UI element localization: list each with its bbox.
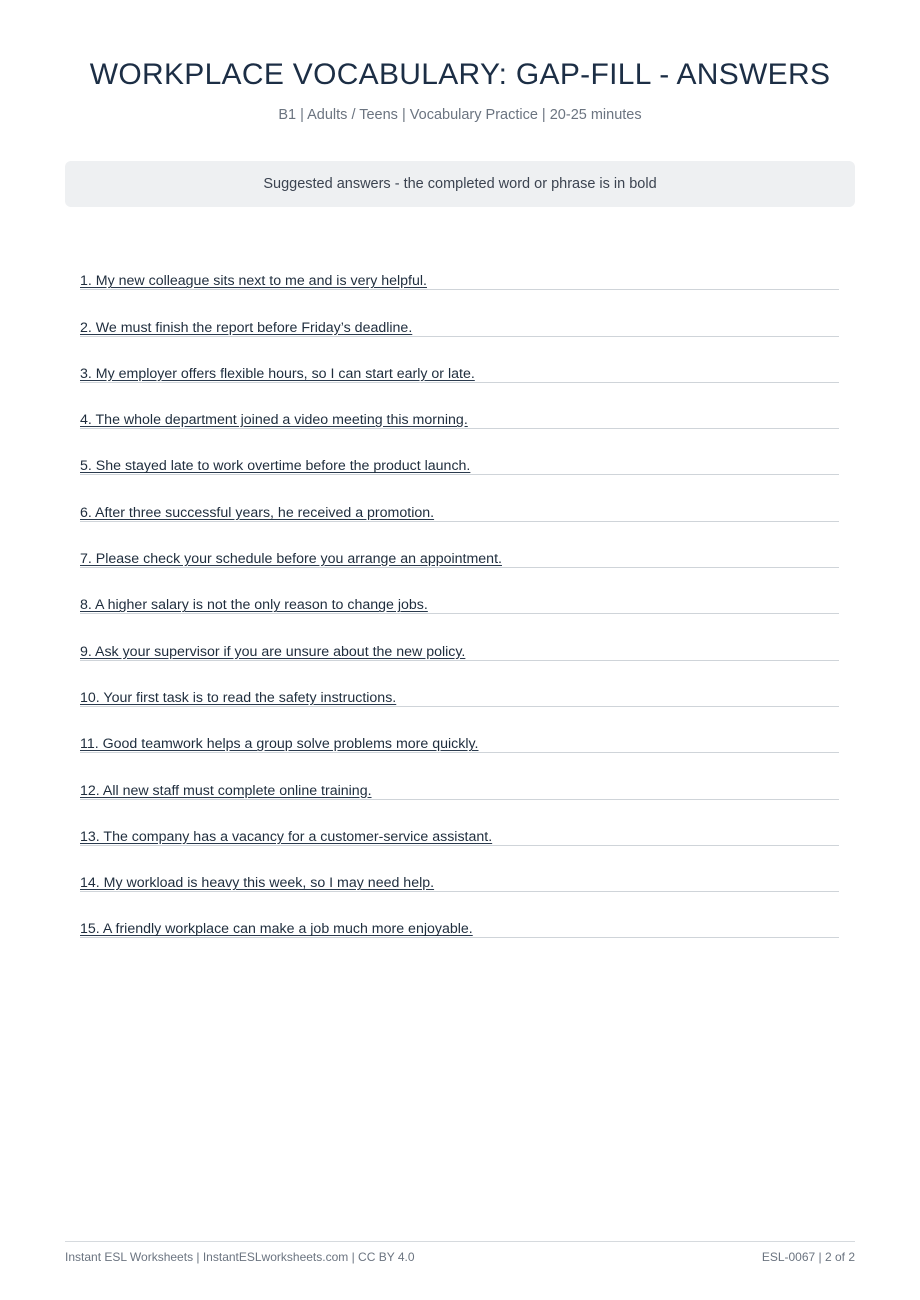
answer-item [80, 475, 839, 521]
answer-item [80, 753, 839, 799]
answer-item [80, 290, 839, 336]
answer-text: 11. Good teamwork helps a group solve problems more quickly. [80, 736, 479, 753]
answer-item [80, 244, 839, 290]
answer-text: 7. Please check your schedule before you arrange an appointment. [80, 551, 502, 568]
footer-divider [65, 1241, 855, 1242]
answer-text: 12. All new staff must complete online training. [80, 782, 372, 799]
answer-item [80, 337, 839, 383]
answer-item [80, 429, 839, 475]
answer-text: 15. A friendly workplace can make a job much more enjoyable. [80, 921, 473, 938]
instructions-banner-text: Suggested answers - the completed word or phrase is in bold [263, 176, 657, 192]
footer-credits: Instant ESL Worksheets | InstantESLworksheets.com | CC BY 4.0 [65, 1250, 415, 1264]
answer-item [80, 846, 839, 892]
answer-item [80, 892, 839, 938]
answer-text: 6. After three successful years, he received a promotion. [80, 504, 435, 521]
answer-text: 4. The whole department joined a video meeting this morning. [80, 412, 468, 429]
instructions-banner [65, 161, 855, 207]
answer-text: 10. Your first task is to read the safety instructions. [80, 689, 397, 706]
answer-text: 5. She stayed late to work overtime before the product launch. [80, 458, 471, 475]
answer-text: 13. The company has a vacancy for a customer-service assistant. [80, 828, 493, 845]
answer-list [80, 244, 839, 938]
answer-text: 9. Ask your supervisor if you are unsure about the new policy. [80, 643, 466, 660]
answer-text: 8. A higher salary is not the only reason to change jobs. [80, 597, 428, 614]
answer-item [80, 800, 839, 846]
answer-text: 2. We must finish the report before Friday’s deadline. [80, 319, 413, 336]
answer-item [80, 707, 839, 753]
page-title: WORKPLACE VOCABULARY: GAP-FILL - ANSWERS [89, 58, 831, 91]
answer-item [80, 568, 839, 614]
answer-item [80, 661, 839, 707]
footer-page-number: ESL-0067 | 2 of 2 [761, 1250, 855, 1264]
answer-item [80, 383, 839, 429]
answer-text: 14. My workload is heavy this week, so I may need help. [80, 875, 435, 892]
answer-item [80, 522, 839, 568]
answer-text: 1. My new colleague sits next to me and is very helpful. [80, 273, 427, 290]
answer-text: 3. My employer offers flexible hours, so I can start early or late. [80, 365, 475, 382]
worksheet-subtitle: B1 | Adults / Teens | Vocabulary Practice | 20-25 minutes [278, 107, 642, 123]
answer-item [80, 614, 839, 660]
